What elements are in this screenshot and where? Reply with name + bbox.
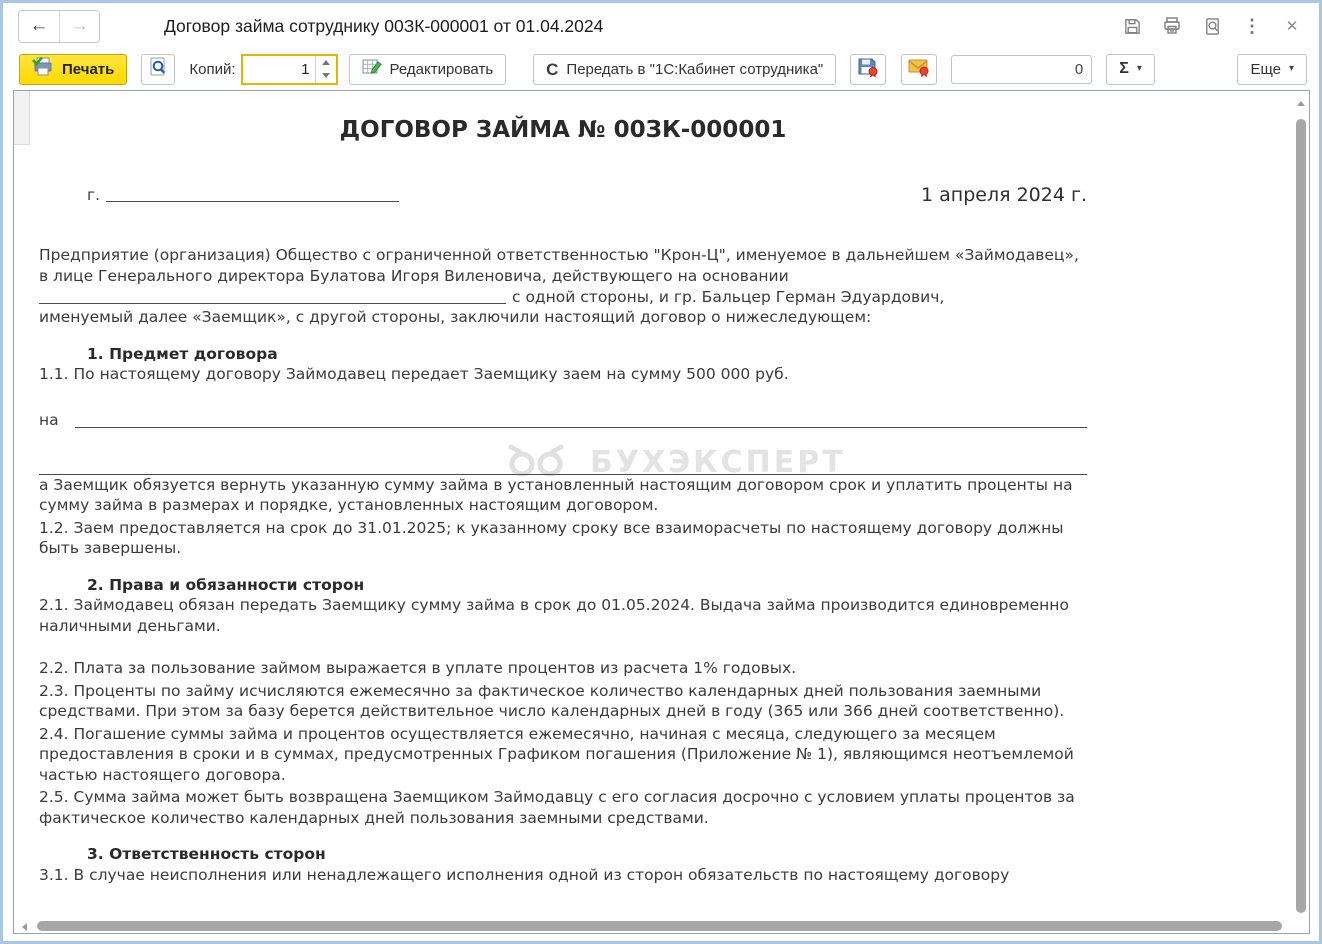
toolbar — [3, 49, 1319, 89]
more-menu-icon[interactable]: ⋮ — [1243, 16, 1261, 36]
blank-underline — [106, 185, 399, 202]
document-content — [39, 91, 1087, 885]
table-pencil-icon — [362, 58, 382, 80]
city-label: г. — [87, 185, 101, 204]
sigma-button[interactable] — [1106, 54, 1155, 85]
page-corner-strip — [14, 91, 30, 145]
preview-button[interactable] — [141, 54, 175, 85]
1c-logo-icon: C — [546, 59, 559, 79]
watermark-text: БУХЭКСПЕРТ — [590, 445, 846, 480]
counter-input[interactable] — [951, 55, 1092, 84]
chevron-down-icon: ▾ — [1136, 63, 1142, 74]
copies-label: Копий: — [189, 60, 236, 78]
copies-spin-buttons — [315, 56, 336, 83]
copies-input[interactable] — [243, 56, 315, 83]
spin-down-button[interactable] — [316, 69, 336, 83]
print-button[interactable] — [19, 54, 127, 85]
more-button[interactable] — [1237, 54, 1307, 85]
document-paragraph: 3.1. В случае неисполнения или ненадлежащего исполнения одной из сторон обязательств по настоящему договору — [39, 865, 1010, 884]
print-label: Печать — [62, 60, 115, 78]
preview-icon[interactable] — [1201, 15, 1223, 37]
edit-label: Редактировать — [389, 60, 494, 78]
copies-spinner — [241, 54, 338, 85]
forward-button[interactable] — [59, 11, 99, 42]
section-heading: 3. Ответственность сторон — [87, 845, 326, 863]
more-label: Еще — [1250, 60, 1281, 78]
document-paragraph: 2.1. Займодавец обязан передать Заемщику сумму займа в срок до 01.05.2024. Выдача займа производится единовременно наличными деньгами. — [39, 596, 1069, 635]
print-icon[interactable] — [1161, 15, 1183, 37]
document-paragraph: 1.2. Заем предоставляется на срок до 31.01.2025; к указанному сроку все взаиморасчеты по настоящему договору должны быть завершены. — [39, 518, 1064, 557]
scroll-up-icon[interactable] — [1297, 101, 1305, 106]
underline-text-row — [39, 286, 1087, 307]
document-paragraph: а Заемщик обязуется вернуть указанную сумму займа в установленный настоящим договором срок и уплатить проценты на сумму займа в размерах и порядке, установленных настоящим договором. — [39, 475, 1073, 514]
section-heading: 1. Предмет договора — [87, 344, 278, 363]
send-signed-button[interactable] — [901, 54, 937, 85]
page-title: Договор займа сотруднику 00ЗК-000001 от 01.04.2024 — [164, 15, 604, 36]
document-paragraph: 2.5. Сумма займа может быть возвращена Заемщиком Займодавцу с его согласия досрочно с условием уплаты процентов за фактическое количество календарных дней пользования заемными средствами. — [39, 788, 1075, 827]
scroll-left-icon[interactable] — [22, 923, 27, 931]
transfer-1c-button[interactable] — [533, 54, 836, 85]
titlebar — [3, 3, 1319, 49]
fill-underline-row — [39, 409, 1087, 431]
page-magnifier-icon — [148, 57, 168, 81]
vertical-scrollbar[interactable] — [1293, 91, 1309, 919]
vertical-scrollbar-thumb[interactable] — [1296, 119, 1306, 913]
paragraph-text: с одной стороны, и гр. Бальцер Герман Эдуардович, — [512, 287, 945, 306]
date-text: 1 апреля 2024 г. — [921, 183, 1087, 206]
document-title: ДОГОВОР ЗАЙМА № 00ЗК-000001 — [339, 117, 787, 143]
blank-underline — [39, 287, 506, 304]
floppy-seal-icon — [857, 57, 879, 81]
triangle-up-icon — [322, 60, 330, 65]
edit-button[interactable] — [349, 54, 507, 85]
document-paragraph: 2.4. Погашение суммы займа и процентов осуществляется ежемесячно, начиная с месяца, следующего за месяцем предоставления в сроки и в суммах, предусмотренных Графиком погашения (Приложение № 1), являющимся неотъемлемой частью настоящего договора. — [39, 724, 1074, 784]
arrow-right-icon: → — [70, 15, 89, 36]
envelope-seal-icon — [908, 57, 930, 81]
save-icon[interactable] — [1121, 15, 1143, 37]
city-date-row — [39, 181, 1087, 205]
close-icon[interactable]: ✕ — [1285, 17, 1299, 35]
spin-up-button[interactable] — [316, 56, 336, 70]
horizontal-scrollbar-thumb[interactable] — [37, 921, 1282, 931]
printer-check-icon — [32, 57, 54, 81]
document-paragraph: 2.2. Плата за пользование займом выражается в уплате процентов из расчета 1% годовых. — [39, 659, 797, 677]
triangle-down-icon — [322, 73, 330, 78]
document-area — [13, 90, 1310, 934]
chevron-down-icon: ▾ — [1288, 63, 1294, 74]
document-paragraph: именуемый далее «Заемщик», с другой стороны, заключили настоящий договор о нижеследующем: — [39, 308, 872, 326]
horizontal-scrollbar[interactable] — [14, 919, 1293, 933]
section-heading: 2. Права и обязанности сторон — [87, 575, 365, 594]
document-paragraph: Предприятие (организация) Общество с ограниченной ответственностью "Крон-Ц", именуемое в дальнейшем «Займодавец», в лице Генерального директора Булатова Игоря Виленовича, действующего на основании — [39, 246, 1079, 285]
document-paragraph: 1.1. По настоящему договору Займодавец передает Заемщику заем на сумму 500 000 руб. — [39, 365, 789, 383]
document-paragraph: 2.3. Проценты по займу исчисляются ежемесячно за фактическое количество календарных дней пользования заемными средствами. При этом за базу берется действительное число календарных дней в году (365 или 366 дней соответственно). — [39, 681, 1065, 720]
arrow-left-icon: ← — [29, 15, 49, 36]
save-signed-button[interactable] — [850, 54, 886, 85]
transfer-label: Передать в "1С:Кабинет сотрудника" — [566, 60, 824, 78]
sigma-icon: Σ — [1119, 60, 1129, 77]
nav-group — [18, 10, 100, 43]
back-button[interactable] — [19, 11, 59, 42]
window-icons — [1121, 15, 1307, 37]
paragraph-text: на — [39, 411, 59, 429]
blank-underline — [75, 411, 1087, 428]
